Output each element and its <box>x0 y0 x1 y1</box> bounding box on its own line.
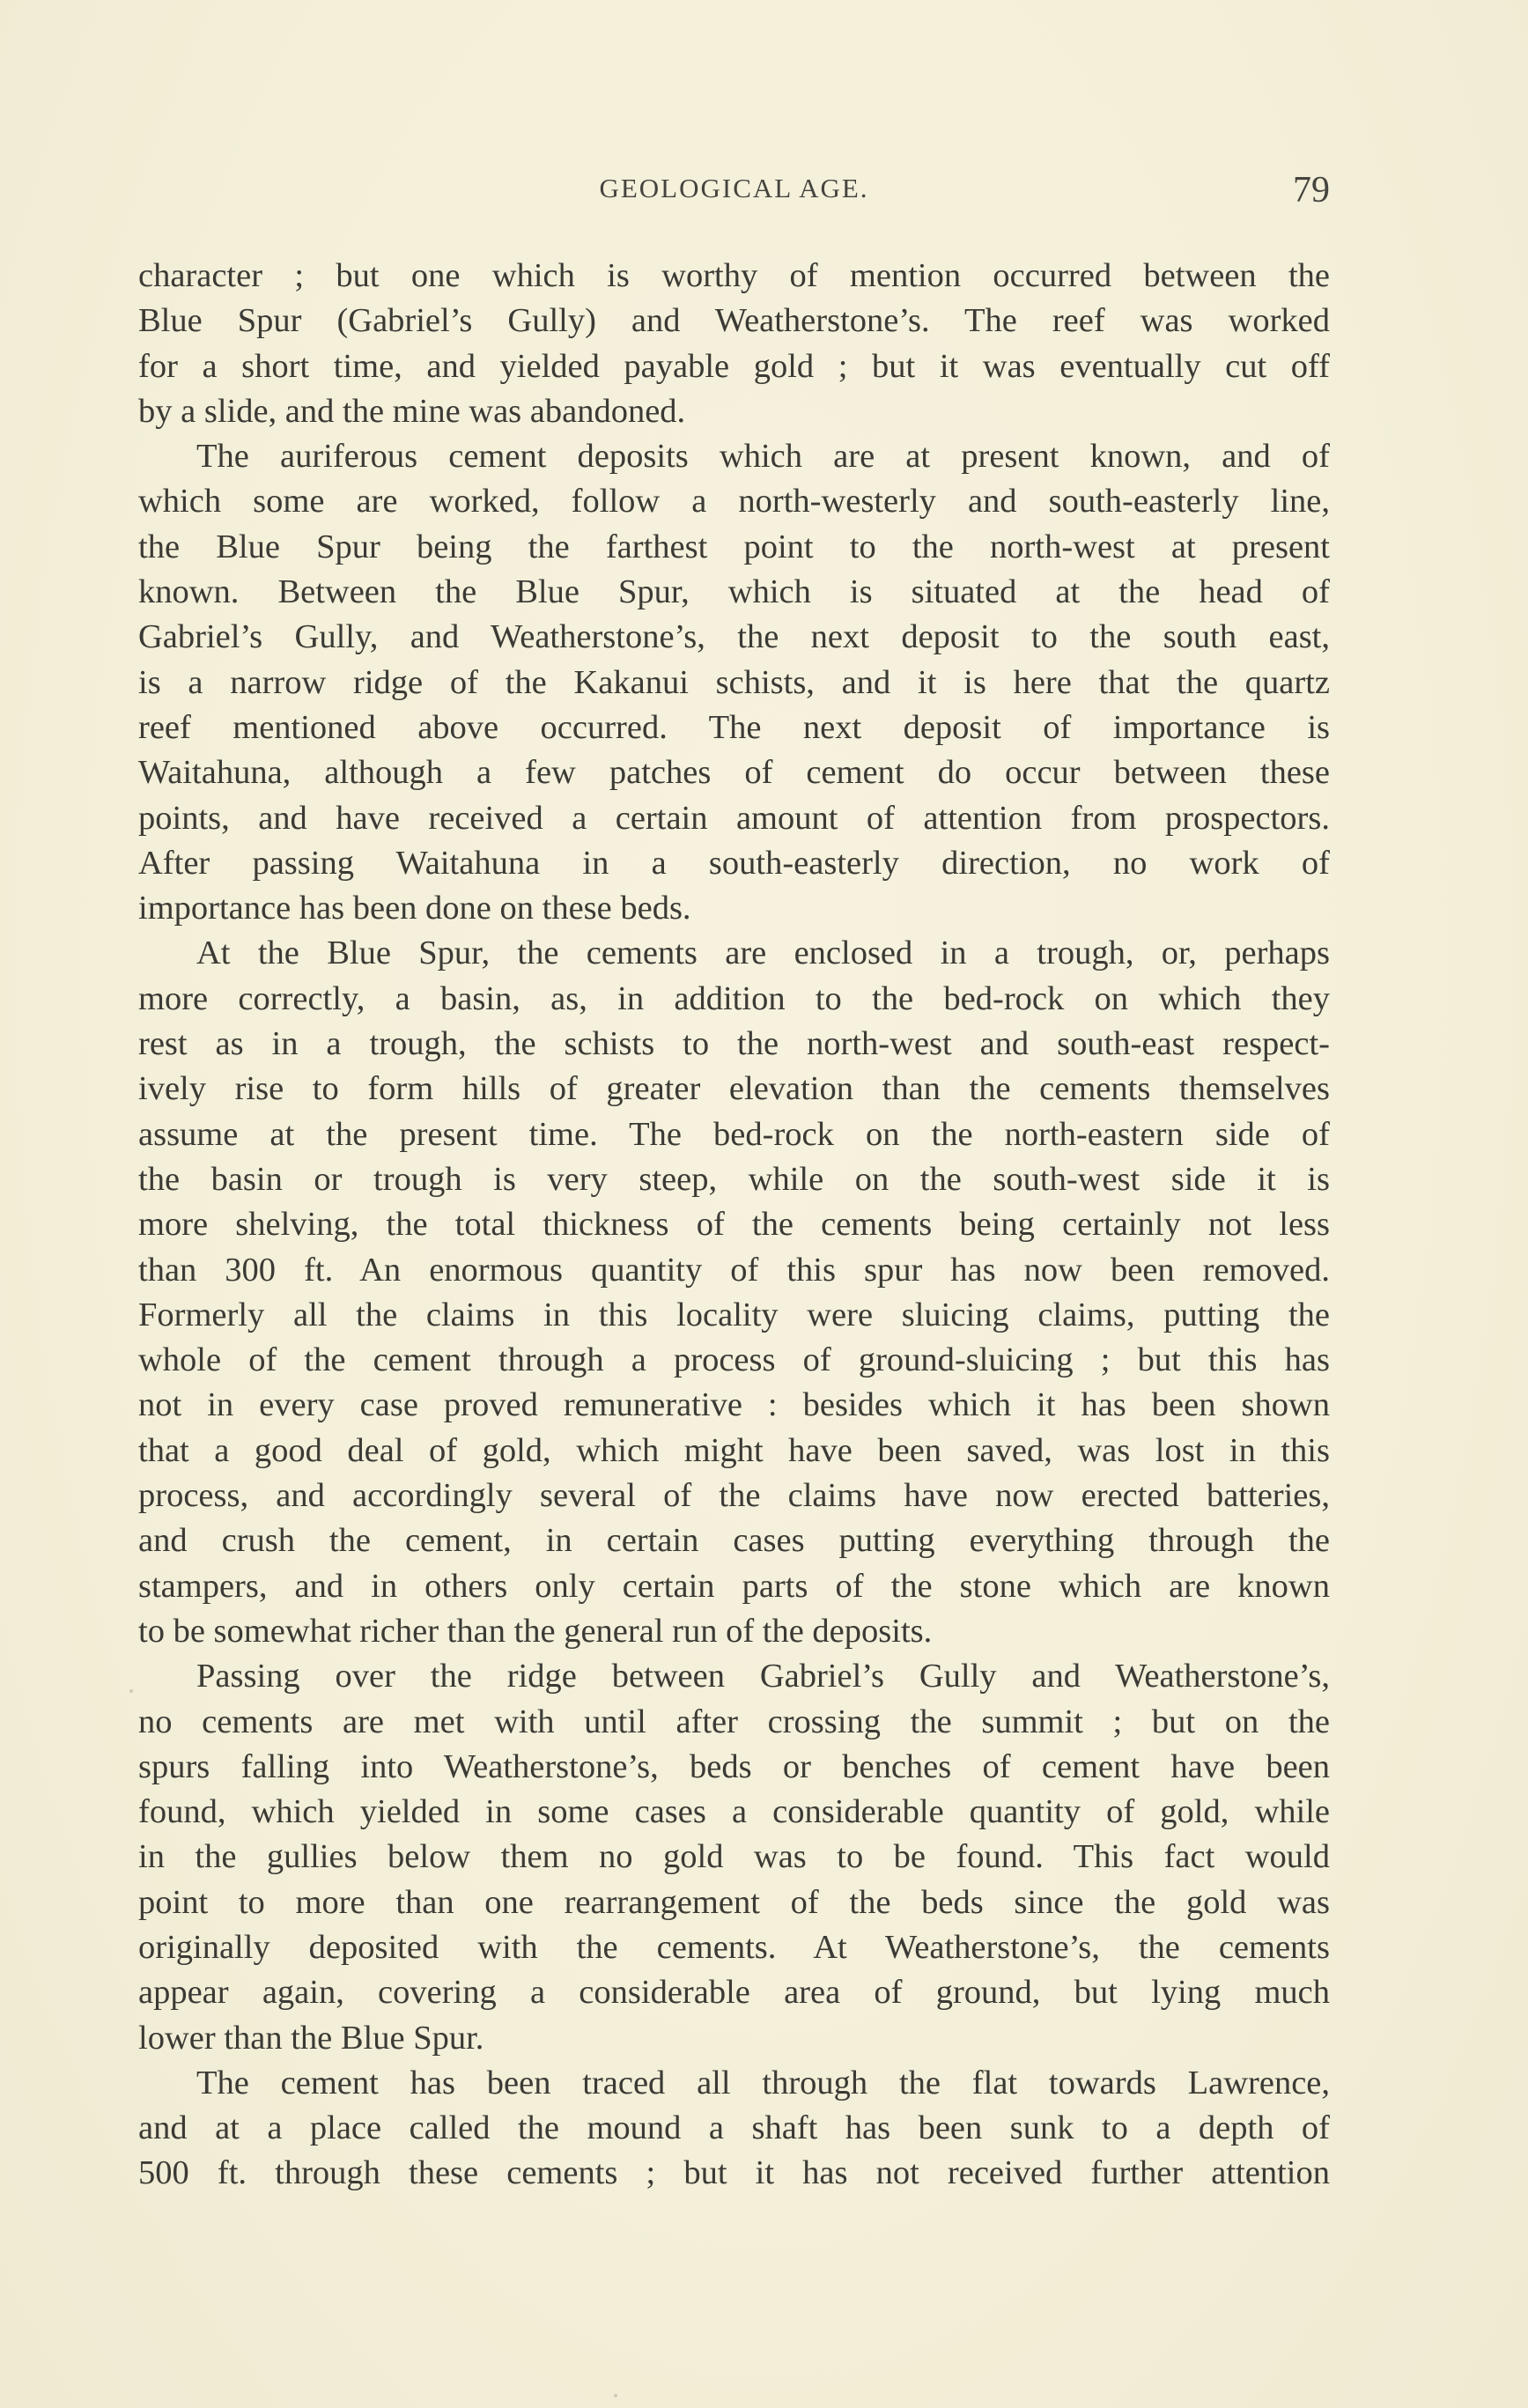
text-line: 500 ft. through these cements ; but it has not received further attention <box>138 2154 1330 2192</box>
text-line: more shelving, the total thickness of the cements being certainly not less <box>138 1206 1330 1244</box>
text-line: appear again, covering a considerable area of ground, but lying much <box>138 1974 1330 2012</box>
text-line: whole of the cement through a process of ground-sluicing ; but this has <box>138 1341 1330 1379</box>
text-line: no cements are met with until after crossing the summit ; but on the <box>138 1703 1330 1740</box>
text-line: ively rise to form hills of greater elevation than the cements themselves <box>138 1070 1330 1108</box>
text-line: reef mentioned above occurred. The next deposit of importance is <box>138 708 1330 746</box>
text-line: Gabriel’s Gully, and Weatherstone’s, the next deposit to the south east, <box>138 618 1330 656</box>
text-line: is a narrow ridge of the Kakanui schists, and it is here that the quartz <box>138 663 1330 701</box>
paragraph <box>138 1654 1330 2061</box>
text-line: Blue Spur (Gabriel’s Gully) and Weatherstone’s. The reef was worked <box>138 302 1330 340</box>
text-line: importance has been done on these beds. <box>138 890 691 927</box>
text-line: Formerly all the claims in this locality were sluicing claims, putting the <box>138 1296 1330 1333</box>
text-line: to be somewhat richer than the general run of the deposits. <box>138 1612 933 1650</box>
text-line: The cement has been traced all through the flat towards Lawrence, <box>196 2064 1330 2101</box>
text-line: The auriferous cement deposits which are at present known, and of <box>196 438 1330 476</box>
text-line: process, and accordingly several of the claims have now erected batteries, <box>138 1477 1330 1515</box>
text-line: character ; but one which is worthy of mention occurred between the <box>138 257 1330 294</box>
paragraph <box>138 931 1330 1654</box>
text-line: known. Between the Blue Spur, which is situated at the head of <box>138 573 1330 611</box>
text-line: in the gullies below them no gold was to be found. This fact would <box>138 1838 1330 1876</box>
scan-speck <box>614 2394 617 2397</box>
text-line: lower than the Blue Spur. <box>138 2019 484 2057</box>
text-line: more correctly, a basin, as, in addition to the bed-rock on which they <box>138 979 1330 1017</box>
text-line: which some are worked, follow a north-westerly and south-easterly line, <box>138 483 1330 521</box>
text-line: rest as in a trough, the schists to the north-west and south-east respect- <box>138 1025 1330 1063</box>
text-line: that a good deal of gold, which might have been saved, was lost in this <box>138 1431 1330 1469</box>
text-line: assume at the present time. The bed-rock on the north-eastern side of <box>138 1115 1330 1153</box>
text-line: for a short time, and yielded payable gold ; but it was eventually cut off <box>138 347 1330 385</box>
text-line: the Blue Spur being the farthest point to the north-west at present <box>138 528 1330 565</box>
text-line: than 300 ft. An enormous quantity of this spur has now been removed. <box>138 1251 1330 1289</box>
text-line: After passing Waitahuna in a south-easterly direction, no work of <box>138 844 1330 882</box>
body-text <box>138 254 1330 2197</box>
text-line: Passing over the ridge between Gabriel’s Gully and Weatherstone’s, <box>196 1658 1330 1695</box>
text-line: Waitahuna, although a few patches of cement do occur between these <box>138 754 1330 792</box>
text-line: the basin or trough is very steep, while on the south-west side it is <box>138 1160 1330 1198</box>
paragraph <box>138 254 1330 434</box>
page-number: 79 <box>1293 170 1330 211</box>
text-line: not in every case proved remunerative : besides which it has been shown <box>138 1386 1330 1424</box>
text-line: spurs falling into Weatherstone’s, beds or benches of cement have been <box>138 1747 1330 1785</box>
text-line: points, and have received a certain amount of attention from prospectors. <box>138 799 1330 837</box>
text-line: and at a place called the mound a shaft has been sunk to a depth of <box>138 2109 1330 2147</box>
text-line: point to more than one rearrangement of the beds since the gold was <box>138 1883 1330 1921</box>
text-line: originally deposited with the cements. At Weatherstone’s, the cements <box>138 1928 1330 1966</box>
scan-speck <box>129 1689 133 1693</box>
running-title: GEOLOGICAL AGE. <box>599 173 869 203</box>
running-head <box>138 169 1330 213</box>
text-line: At the Blue Spur, the cements are enclosed in a trough, or, perhaps <box>196 934 1330 972</box>
paragraph <box>138 434 1330 931</box>
text-line: and crush the cement, in certain cases putting everything through the <box>138 1522 1330 1560</box>
text-line: found, which yielded in some cases a considerable quantity of gold, while <box>138 1793 1330 1831</box>
paragraph <box>138 2061 1330 2197</box>
text-line: stampers, and in others only certain parts of the stone which are known <box>138 1567 1330 1605</box>
text-line: by a slide, and the mine was abandoned. <box>138 392 686 430</box>
